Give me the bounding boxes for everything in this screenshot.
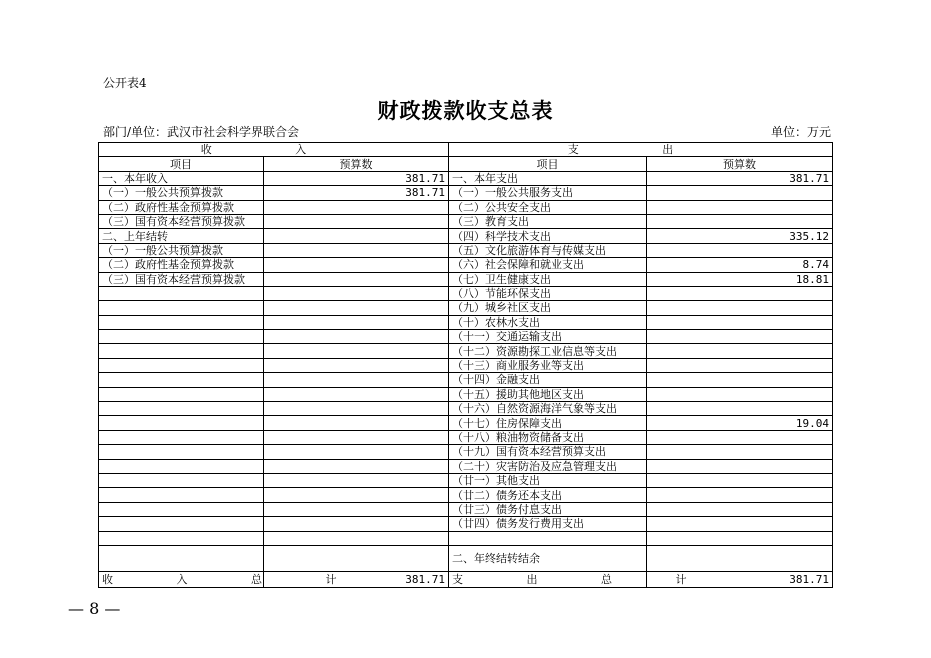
income-item-cell	[99, 301, 264, 315]
table-row	[99, 459, 833, 473]
expense-item-cell: （十三）商业服务业等支出	[449, 358, 647, 372]
section-header-row	[99, 143, 833, 157]
income-value-cell	[264, 459, 449, 473]
income-value-cell	[264, 272, 449, 286]
income-value-cell	[264, 488, 449, 502]
expense-item-cell: （八）节能环保支出	[449, 286, 647, 300]
income-value-cell	[264, 416, 449, 430]
income-item-cell	[99, 358, 264, 372]
expense-value-cell	[647, 502, 833, 516]
income-value-cell	[264, 344, 449, 358]
income-item-cell	[99, 344, 264, 358]
income-header: 收 入	[99, 143, 449, 157]
income-value-cell	[264, 200, 449, 214]
income-value-cell	[264, 502, 449, 516]
expense-value-cell	[647, 545, 833, 571]
table-row	[99, 258, 833, 272]
table-row	[99, 517, 833, 531]
table-row	[99, 473, 833, 487]
expense-value-cell: 8.74	[647, 258, 833, 272]
table-row	[99, 488, 833, 502]
table-row	[99, 330, 833, 344]
income-item-cell	[99, 517, 264, 531]
table-row	[99, 186, 833, 200]
expense-value-cell	[647, 344, 833, 358]
expense-value-cell	[647, 330, 833, 344]
table-row	[99, 344, 833, 358]
table-number-label: 公开表4	[103, 76, 147, 90]
income-value-cell	[264, 330, 449, 344]
expense-item-cell: （廿二）债务还本支出	[449, 488, 647, 502]
page-title: 财政拨款收支总表	[377, 98, 554, 123]
income-value-cell	[264, 430, 449, 444]
table-row	[99, 502, 833, 516]
table-row	[99, 358, 833, 372]
income-item-cell: （二）政府性基金预算拨款	[99, 200, 264, 214]
expense-item-cell: （十七）住房保障支出	[449, 416, 647, 430]
expense-total-label: 支 出 总 计	[449, 571, 647, 587]
table-row	[99, 445, 833, 459]
expense-item-cell: （十九）国有资本经营预算支出	[449, 445, 647, 459]
expense-value-cell: 381.71	[647, 171, 833, 185]
table-row	[99, 286, 833, 300]
expense-value-cell	[647, 373, 833, 387]
income-item-cell	[99, 545, 264, 571]
expense-item-cell: （一）一般公共服务支出	[449, 186, 647, 200]
income-item-cell	[99, 387, 264, 401]
expense-value-cell	[647, 402, 833, 416]
income-item-cell: （三）国有资本经营预算拨款	[99, 272, 264, 286]
table-row	[99, 243, 833, 257]
expense-item-header: 项目	[449, 157, 647, 171]
table-row	[99, 200, 833, 214]
expense-item-cell: （五）文化旅游体育与传媒支出	[449, 243, 647, 257]
page-number: — 8 —	[68, 599, 121, 618]
income-item-cell	[99, 473, 264, 487]
expense-item-cell: 一、本年支出	[449, 171, 647, 185]
table-row	[99, 301, 833, 315]
expense-item-cell: （三）教育支出	[449, 214, 647, 228]
income-item-cell	[99, 445, 264, 459]
income-value-cell: 381.71	[264, 186, 449, 200]
expense-item-cell: （六）社会保障和就业支出	[449, 258, 647, 272]
income-item-cell	[99, 286, 264, 300]
expense-value-cell	[647, 531, 833, 545]
expense-value-cell	[647, 517, 833, 531]
expense-value-cell	[647, 430, 833, 444]
income-item-cell	[99, 459, 264, 473]
income-item-cell	[99, 430, 264, 444]
expense-item-cell: （九）城乡社区支出	[449, 301, 647, 315]
income-item-cell: （三）国有资本经营预算拨款	[99, 214, 264, 228]
income-item-cell	[99, 502, 264, 516]
department-label: 部门/单位：武汉市社会科学界联合会	[103, 125, 300, 139]
income-value-cell	[264, 286, 449, 300]
table-row	[99, 545, 833, 571]
expense-value-cell	[647, 445, 833, 459]
income-item-cell	[99, 402, 264, 416]
table-row	[99, 272, 833, 286]
expense-value-cell	[647, 186, 833, 200]
income-value-cell	[264, 517, 449, 531]
table-row	[99, 171, 833, 185]
income-value-cell	[264, 229, 449, 243]
income-item-cell	[99, 315, 264, 329]
expense-value-cell	[647, 488, 833, 502]
expense-value-cell	[647, 301, 833, 315]
expense-total-value: 381.71	[647, 571, 833, 587]
expense-value-cell	[647, 315, 833, 329]
income-value-cell	[264, 445, 449, 459]
expense-value-cell	[647, 200, 833, 214]
expense-value-cell: 335.12	[647, 229, 833, 243]
income-item-cell	[99, 416, 264, 430]
income-item-cell: 一、本年收入	[99, 171, 264, 185]
income-item-cell: （二）政府性基金预算拨款	[99, 258, 264, 272]
income-value-cell	[264, 258, 449, 272]
income-value-cell	[264, 531, 449, 545]
income-value-cell	[264, 387, 449, 401]
expense-item-cell: 二、年终结转结余	[449, 545, 647, 571]
expense-value-cell	[647, 358, 833, 372]
income-value-cell	[264, 373, 449, 387]
table-row	[99, 531, 833, 545]
income-item-cell: 二、上年结转	[99, 229, 264, 243]
expense-value-cell	[647, 459, 833, 473]
expense-value-cell	[647, 387, 833, 401]
income-budget-header: 预算数	[264, 157, 449, 171]
expense-item-cell: （廿三）债务付息支出	[449, 502, 647, 516]
expense-item-cell: （二）公共安全支出	[449, 200, 647, 214]
expense-item-cell: （廿一）其他支出	[449, 473, 647, 487]
expense-item-cell: （十）农林水支出	[449, 315, 647, 329]
income-value-cell	[264, 358, 449, 372]
table-row	[99, 430, 833, 444]
expense-item-cell: （四）科学技术支出	[449, 229, 647, 243]
expense-item-cell: （十四）金融支出	[449, 373, 647, 387]
income-value-cell	[264, 402, 449, 416]
table-row	[99, 229, 833, 243]
income-item-header: 项目	[99, 157, 264, 171]
unit-label: 单位：万元	[770, 125, 831, 139]
expense-item-cell: （廿四）债务发行费用支出	[449, 517, 647, 531]
table-row	[99, 387, 833, 401]
expense-item-cell: （七）卫生健康支出	[449, 272, 647, 286]
expense-value-cell: 19.04	[647, 416, 833, 430]
income-value-cell	[264, 301, 449, 315]
expense-value-cell	[647, 214, 833, 228]
table-row	[99, 214, 833, 228]
expense-item-cell: （十二）资源勘探工业信息等支出	[449, 344, 647, 358]
income-item-cell: （一）一般公共预算拨款	[99, 186, 264, 200]
income-item-cell	[99, 531, 264, 545]
income-value-cell	[264, 243, 449, 257]
expense-item-cell: （二十）灾害防治及应急管理支出	[449, 459, 647, 473]
income-value-cell	[264, 473, 449, 487]
expense-item-cell: （十五）援助其他地区支出	[449, 387, 647, 401]
income-item-cell	[99, 330, 264, 344]
income-value-cell	[264, 315, 449, 329]
expense-item-cell: （十八）粮油物资储备支出	[449, 430, 647, 444]
expense-item-cell: （十一）交通运输支出	[449, 330, 647, 344]
table-row	[99, 315, 833, 329]
income-item-cell	[99, 373, 264, 387]
income-value-cell	[264, 214, 449, 228]
table-row	[99, 373, 833, 387]
income-value-cell	[264, 545, 449, 571]
income-total-value: 381.71	[264, 571, 449, 587]
expense-budget-header: 预算数	[647, 157, 833, 171]
budget-summary-table	[98, 142, 833, 588]
expense-value-cell	[647, 243, 833, 257]
income-value-cell: 381.71	[264, 171, 449, 185]
income-item-cell	[99, 488, 264, 502]
column-header-row	[99, 157, 833, 171]
expense-value-cell: 18.81	[647, 272, 833, 286]
table-row	[99, 402, 833, 416]
expense-item-cell: （十六）自然资源海洋气象等支出	[449, 402, 647, 416]
expense-value-cell	[647, 473, 833, 487]
expense-header: 支 出	[449, 143, 833, 157]
income-item-cell: （一）一般公共预算拨款	[99, 243, 264, 257]
income-total-label: 收 入 总 计	[99, 571, 264, 587]
table-row	[99, 416, 833, 430]
total-row	[99, 571, 833, 587]
expense-item-cell	[449, 531, 647, 545]
expense-value-cell	[647, 286, 833, 300]
